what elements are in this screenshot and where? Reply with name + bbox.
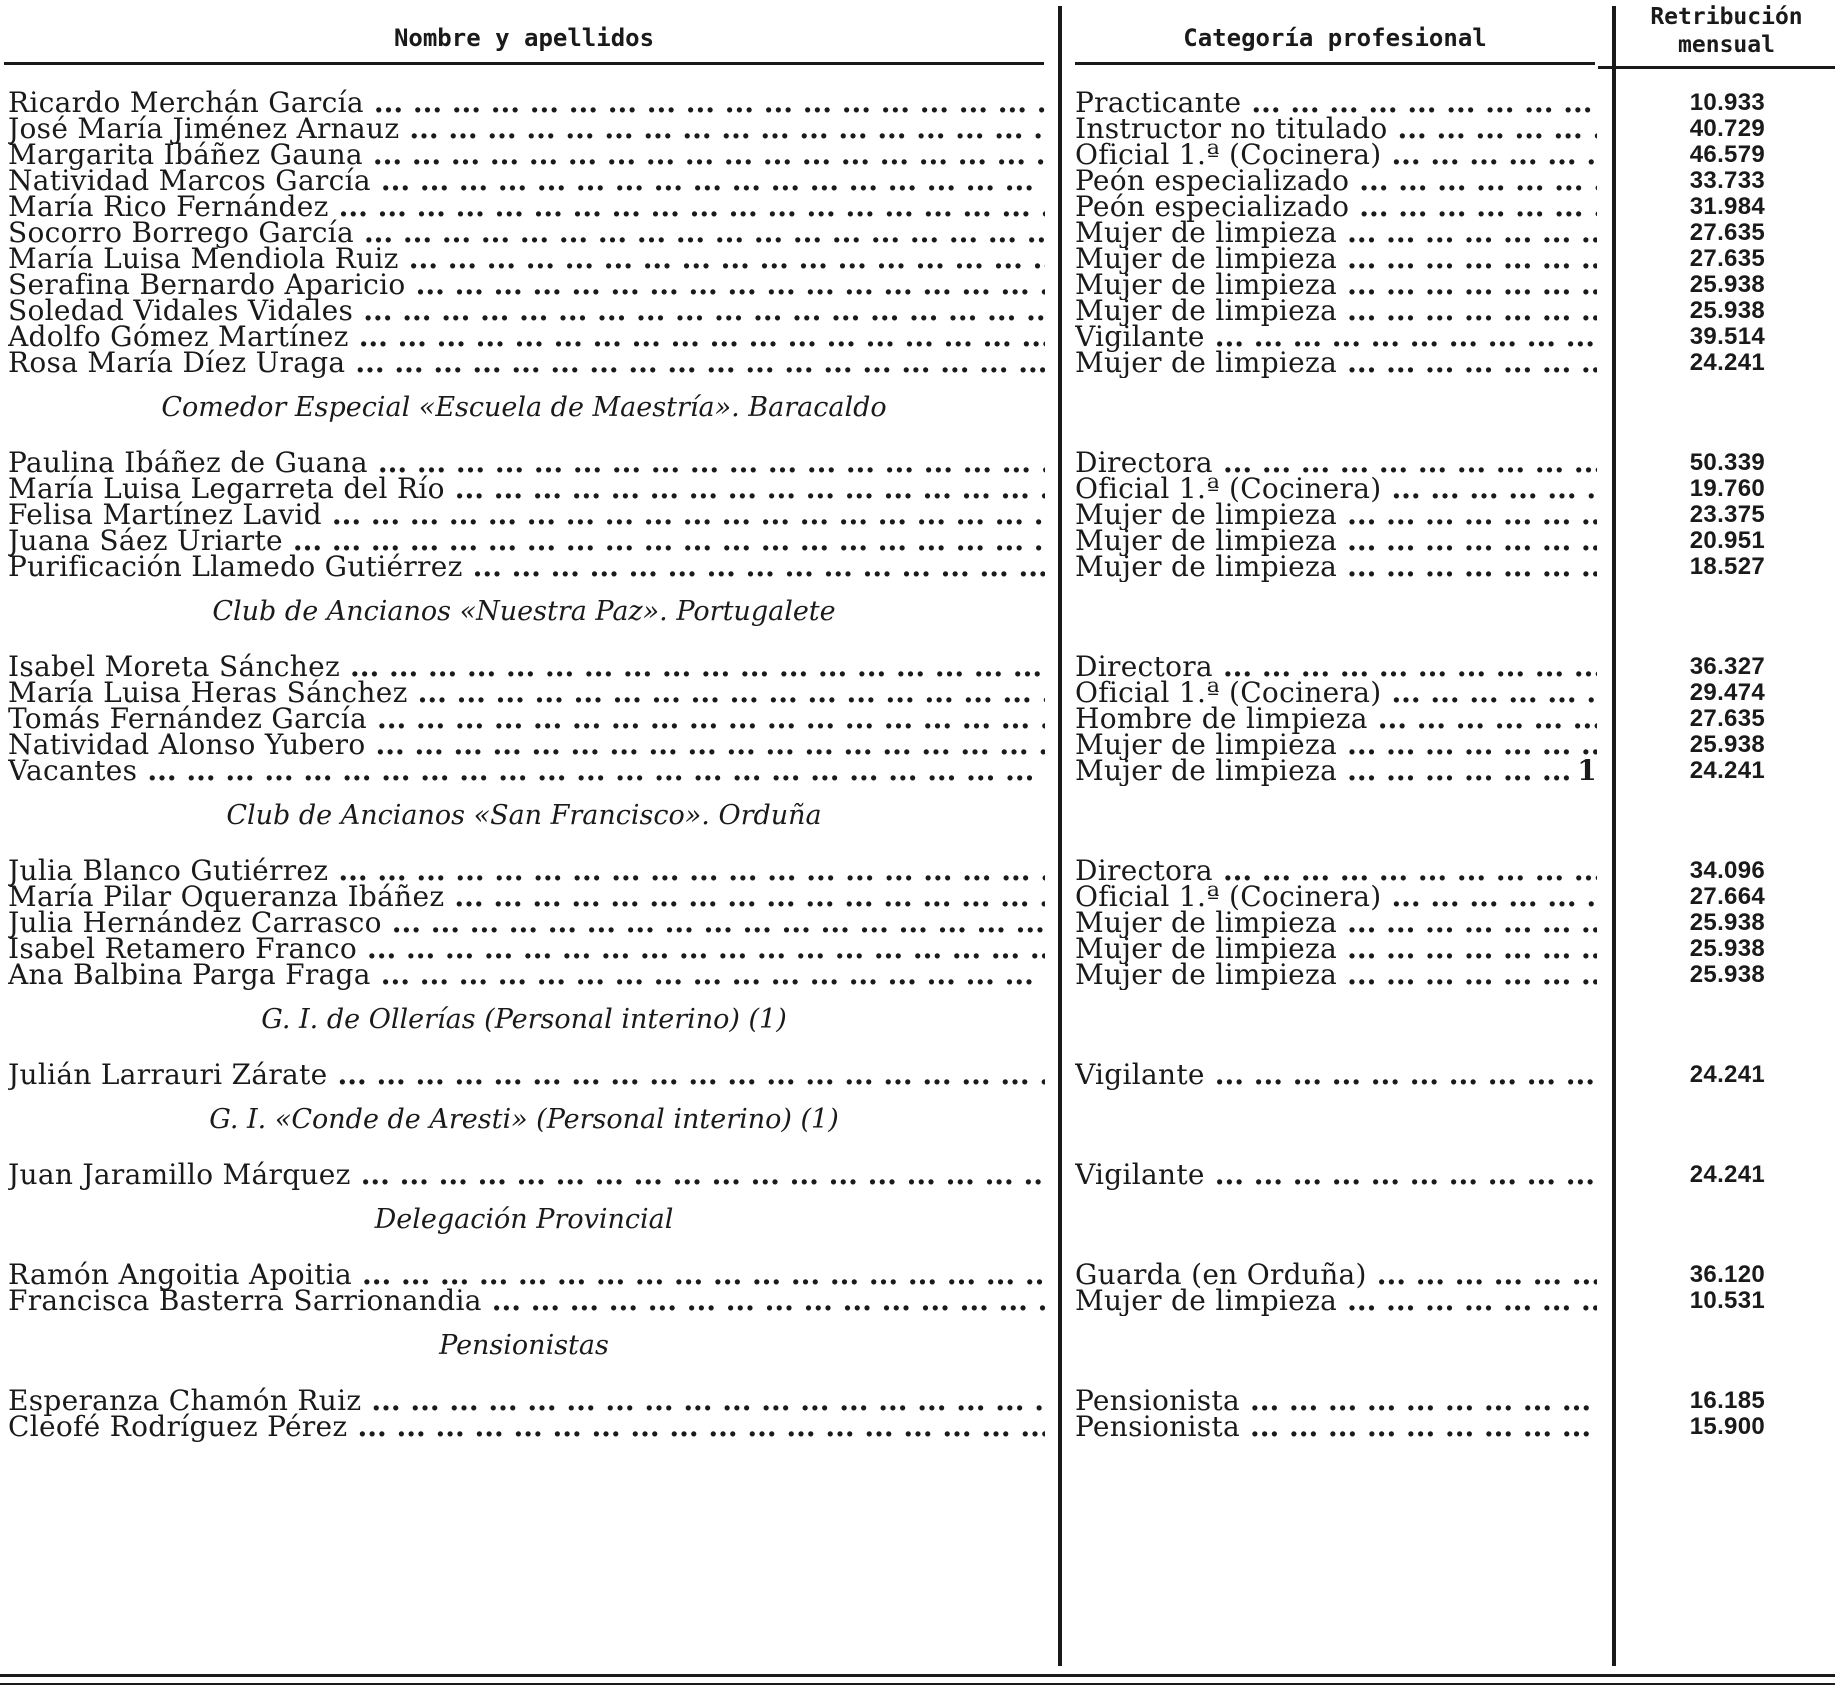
employee-name-cell (8, 1160, 1045, 1190)
category-label: Instructor no titulado (1075, 114, 1388, 144)
employee-name: Ramón Angoitia Apoitia (8, 1260, 353, 1290)
leader-dots (1347, 1286, 1597, 1316)
section-title: Club de Ancianos «Nuestra Paz». Portugalete (212, 596, 836, 627)
employee-name: Francisca Basterra Sarrionandia (8, 1286, 482, 1316)
monthly-pay: 25.938 (1689, 297, 1765, 324)
employee-name-cell (8, 960, 1045, 990)
table-row (0, 1060, 1835, 1090)
category-label: Vigilante (1075, 1160, 1205, 1190)
leader-dots (473, 552, 1045, 582)
category-label: Hombre de limpieza (1075, 704, 1368, 734)
leader-dots (1347, 552, 1597, 582)
employee-name: Isabel Retamero Franco (8, 934, 358, 964)
table-row (0, 960, 1835, 990)
monthly-pay: 33.733 (1689, 167, 1765, 194)
employee-name-cell (8, 1060, 1045, 1090)
employee-name: María Luisa Legarreta del Río (8, 474, 445, 504)
category-label: Directora (1075, 652, 1213, 682)
header-rule-category (1075, 62, 1595, 65)
monthly-pay: 24.241 (1689, 1061, 1765, 1088)
category-label: Practicante (1075, 88, 1242, 118)
category-label: Vigilante (1075, 322, 1205, 352)
category-label: Oficial 1.ª (Cocinera) (1075, 474, 1382, 504)
category-label: Mujer de limpieza (1075, 348, 1338, 378)
monthly-pay: 27.664 (1689, 883, 1765, 910)
employee-name: Juan Jaramillo Márquez (8, 1160, 351, 1190)
category-cell (1075, 552, 1597, 582)
monthly-pay: 36.120 (1689, 1261, 1765, 1288)
employee-name: Ana Balbina Parga Fraga (8, 960, 371, 990)
table-row (0, 1160, 1835, 1190)
category-label: Mujer de limpieza (1075, 270, 1338, 300)
employee-name-cell (8, 552, 1045, 582)
monthly-pay: 40.729 (1689, 115, 1765, 142)
category-label: Mujer de limpieza (1075, 500, 1338, 530)
leader-dots (1347, 960, 1597, 990)
monthly-pay: 24.241 (1689, 1161, 1765, 1188)
leader-dots (1347, 756, 1569, 786)
category-label: Directora (1075, 856, 1213, 886)
category-label: Oficial 1.ª (Cocinera) (1075, 678, 1382, 708)
monthly-pay: 25.938 (1689, 731, 1765, 758)
leader-dots (1250, 1412, 1597, 1442)
section-title: G. I. de Ollerías (Personal interino) (1) (261, 1004, 787, 1035)
section-title: Delegación Provincial (374, 1204, 674, 1235)
category-label: Vigilante (1075, 1060, 1205, 1090)
monthly-pay: 39.514 (1689, 323, 1765, 350)
employee-name: Ricardo Merchán García (8, 88, 364, 118)
employee-name: Natividad Alonso Yubero (8, 730, 366, 760)
monthly-pay: 15.900 (1689, 1413, 1765, 1440)
employee-name: Julia Blanco Gutiérrez (8, 856, 329, 886)
employee-name: Rosa María Díez Uraga (8, 348, 346, 378)
category-cell (1075, 1060, 1597, 1090)
employee-name-cell (8, 348, 1045, 378)
monthly-pay: 25.938 (1689, 909, 1765, 936)
monthly-pay: 31.984 (1689, 193, 1765, 220)
leader-dots (492, 1286, 1045, 1316)
monthly-pay: 27.635 (1689, 245, 1765, 272)
monthly-pay: 25.938 (1689, 271, 1765, 298)
category-label: Mujer de limpieza (1075, 552, 1338, 582)
category-label: Pensionista (1075, 1412, 1240, 1442)
section-title: G. I. «Conde de Aresti» (Personal interino) (1) (209, 1104, 839, 1135)
employee-name: José María Jiménez Arnauz (8, 114, 400, 144)
header-pay (1618, 3, 1835, 59)
category-label: Directora (1075, 448, 1213, 478)
employee-name: Tomás Fernández García (8, 704, 368, 734)
employee-name-cell (8, 1286, 1045, 1316)
section-title: Pensionistas (439, 1330, 609, 1361)
category-label: Mujer de limpieza (1075, 244, 1338, 274)
leader-dots (381, 960, 1045, 990)
employee-name: Felisa Martínez Lavid (8, 500, 322, 530)
table-row (0, 552, 1835, 582)
category-label: Peón especializado (1075, 192, 1350, 222)
employee-name: María Luisa Mendiola Ruiz (8, 244, 399, 274)
employee-name-cell (8, 756, 1045, 786)
leader-dots (1215, 1060, 1597, 1090)
monthly-pay: 50.339 (1689, 449, 1765, 476)
monthly-pay: 19.760 (1689, 475, 1765, 502)
leader-dots (147, 756, 1045, 786)
category-label: Mujer de limpieza (1075, 960, 1338, 990)
employee-name: Isabel Moreta Sánchez (8, 652, 341, 682)
employee-name: Esperanza Chamón Ruiz (8, 1386, 362, 1416)
leader-dots (361, 1160, 1045, 1190)
monthly-pay: 16.185 (1689, 1387, 1765, 1414)
employee-name-cell (8, 1412, 1045, 1442)
section-title: Club de Ancianos «San Francisco». Orduña (226, 800, 822, 831)
employee-name: Natividad Marcos García (8, 166, 371, 196)
category-cell (1075, 756, 1597, 786)
category-label: Mujer de limpieza (1075, 730, 1338, 760)
employee-name: Julia Hernández Carrasco (8, 908, 382, 938)
monthly-pay: 25.938 (1689, 961, 1765, 988)
header-pay-line2: mensual (1678, 32, 1775, 58)
table-row (0, 1286, 1835, 1316)
category-label: Mujer de limpieza (1075, 526, 1338, 556)
employee-name: Cleofé Rodríguez Pérez (8, 1412, 348, 1442)
monthly-pay: 23.375 (1689, 501, 1765, 528)
employee-name: Soledad Vidales Vidales (8, 296, 354, 326)
category-cell (1075, 1286, 1597, 1316)
category-label: Pensionista (1075, 1386, 1240, 1416)
monthly-pay: 10.933 (1689, 89, 1765, 116)
monthly-pay: 18.527 (1689, 553, 1765, 580)
bottom-rule-thin (0, 1683, 1835, 1685)
header-rule-pay (1598, 66, 1835, 69)
leader-dots (1215, 1160, 1597, 1190)
category-label: Mujer de limpieza (1075, 296, 1338, 326)
employee-name: Purificación Llamedo Gutiérrez (8, 552, 463, 582)
monthly-pay: 24.241 (1689, 349, 1765, 376)
header-rule-name (4, 62, 1044, 65)
monthly-pay: 24.241 (1689, 757, 1765, 784)
monthly-pay: 20.951 (1689, 527, 1765, 554)
category-label: Mujer de limpieza (1075, 1286, 1338, 1316)
category-label: Mujer de limpieza (1075, 756, 1338, 786)
monthly-pay: 46.579 (1689, 141, 1765, 168)
category-cell (1075, 1160, 1597, 1190)
monthly-pay: 34.096 (1689, 857, 1765, 884)
category-label: Peón especializado (1075, 166, 1350, 196)
employee-name: María Pilar Oqueranza Ibáñez (8, 882, 445, 912)
category-cell (1075, 1412, 1597, 1442)
leader-dots (337, 1060, 1045, 1090)
leader-dots (355, 348, 1045, 378)
monthly-pay: 36.327 (1689, 653, 1765, 680)
category-cell (1075, 960, 1597, 990)
employee-name: Serafina Bernardo Aparicio (8, 270, 406, 300)
leader-dots (357, 1412, 1045, 1442)
table-row (0, 756, 1835, 786)
monthly-pay: 10.531 (1689, 1287, 1765, 1314)
category-label: Mujer de limpieza (1075, 908, 1338, 938)
table-row (0, 348, 1835, 378)
employee-name: María Luisa Heras Sánchez (8, 678, 408, 708)
employee-name: María Rico Fernández (8, 192, 329, 222)
monthly-pay: 27.635 (1689, 219, 1765, 246)
header-pay-line1: Retribución (1650, 4, 1803, 30)
employee-name: Juana Sáez Uriarte (8, 526, 283, 556)
header-name: Nombre y apellidos (393, 24, 655, 52)
employee-name: Socorro Borrego García (8, 218, 354, 248)
category-label: Oficial 1.ª (Cocinera) (1075, 140, 1382, 170)
vacancy-count: 1 (1577, 756, 1597, 786)
monthly-pay: 25.938 (1689, 935, 1765, 962)
header-category: Categoría profesional (1183, 24, 1487, 52)
category-label: Mujer de limpieza (1075, 934, 1338, 964)
category-cell (1075, 348, 1597, 378)
employee-name: Adolfo Gómez Martínez (8, 322, 349, 352)
category-label: Mujer de limpieza (1075, 218, 1338, 248)
category-label: Guarda (en Orduña) (1075, 1260, 1367, 1290)
monthly-pay: 27.635 (1689, 705, 1765, 732)
bottom-rule (0, 1674, 1835, 1677)
employee-name: Vacantes (8, 756, 138, 786)
leader-dots (1347, 348, 1597, 378)
monthly-pay: 29.474 (1689, 679, 1765, 706)
table-row (0, 1412, 1835, 1442)
employee-name: Julián Larrauri Zárate (8, 1060, 328, 1090)
section-title: Comedor Especial «Escuela de Maestría». Baracaldo (161, 392, 887, 423)
employee-name: Margarita Ibáñez Gauna (8, 140, 363, 170)
employee-name: Paulina Ibáñez de Guana (8, 448, 368, 478)
category-label: Oficial 1.ª (Cocinera) (1075, 882, 1382, 912)
